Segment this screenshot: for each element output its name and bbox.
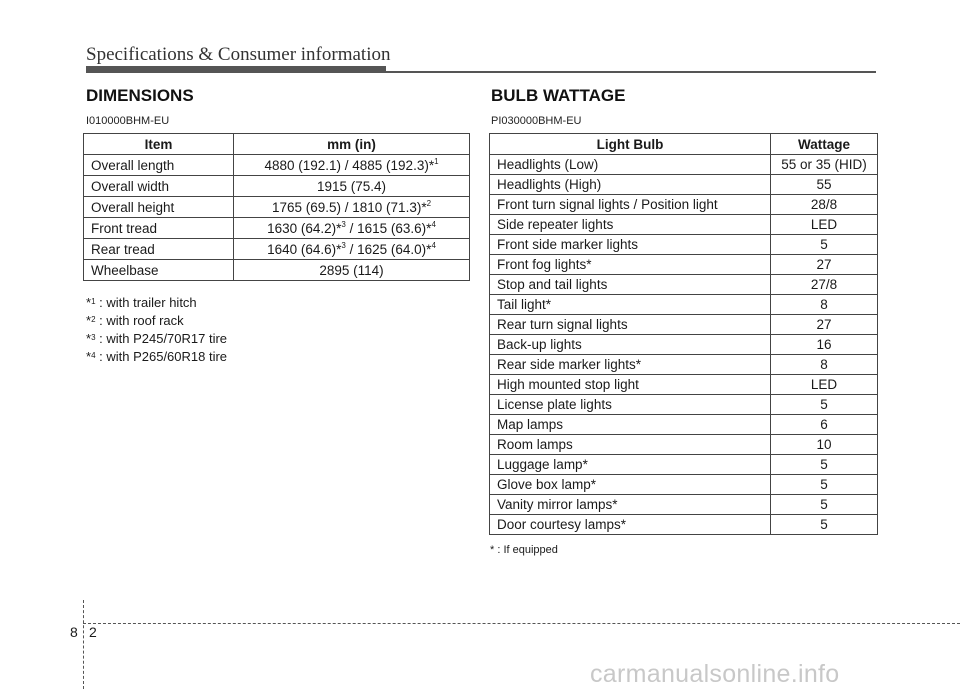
dim-value: 2895 (114) [234, 260, 470, 281]
note-text: : with trailer hitch [95, 295, 197, 310]
table-row [490, 495, 878, 515]
dim-sup: 4 [431, 219, 436, 229]
dim-value [234, 197, 470, 218]
footer-vertical-rule [83, 600, 84, 689]
bulb-name: Stop and tail lights [490, 275, 771, 295]
table-row [490, 195, 878, 215]
table-row [490, 355, 878, 375]
bulb-wattage: 8 [771, 355, 878, 375]
bulb-name: Back-up lights [490, 335, 771, 355]
dimensions-code: I010000BHM-EU [86, 115, 170, 127]
bulb-name: Front fog lights* [490, 255, 771, 275]
bulb-name: Glove box lamp* [490, 475, 771, 495]
table-row [490, 155, 878, 175]
if-equipped-note: * : If equipped [490, 544, 558, 556]
table-row [84, 239, 470, 260]
table-header-row [84, 134, 470, 155]
col-bulb-header: Light Bulb [490, 134, 771, 155]
table-row [84, 260, 470, 281]
table-row [490, 395, 878, 415]
bulb-wattage: 5 [771, 235, 878, 255]
dimensions-table [83, 133, 470, 281]
page-number: 2 [89, 624, 97, 640]
note-mark: * [86, 313, 92, 328]
bulb-wattage: LED [771, 215, 878, 235]
dimensions-notes [86, 294, 227, 366]
bulb-name: Rear side marker lights* [490, 355, 771, 375]
dimensions-title: DIMENSIONS [86, 86, 194, 105]
bulb-table [489, 133, 878, 535]
table-row [84, 155, 470, 176]
note-item [86, 294, 227, 312]
note-text: : with P265/60R18 tire [95, 349, 228, 364]
bulb-name: Headlights (High) [490, 175, 771, 195]
table-row [490, 435, 878, 455]
bulb-name: Tail light* [490, 295, 771, 315]
table-row [490, 475, 878, 495]
bulb-wattage: 27 [771, 315, 878, 335]
dim-item: Overall height [84, 197, 234, 218]
bulb-wattage: 6 [771, 415, 878, 435]
dim-sup: 4 [431, 240, 436, 250]
note-sup: 4 [91, 351, 96, 360]
dim-value-text: 1630 (64.2)* [267, 220, 342, 236]
bulb-name: Vanity mirror lamps* [490, 495, 771, 515]
note-text: : with P245/70R17 tire [95, 331, 228, 346]
note-item [86, 330, 227, 348]
note-text: : with roof rack [95, 313, 184, 328]
table-row [490, 315, 878, 335]
bulb-wattage: 5 [771, 475, 878, 495]
table-row [84, 218, 470, 239]
note-sup: 3 [91, 333, 96, 342]
dim-item: Wheelbase [84, 260, 234, 281]
bulb-wattage: 27 [771, 255, 878, 275]
bulb-name: Rear turn signal lights [490, 315, 771, 335]
dim-sup: 2 [426, 198, 432, 208]
table-row [490, 235, 878, 255]
header-rule [386, 71, 876, 73]
dim-value-text: / 1615 (63.6)* [345, 220, 432, 236]
bulb-wattage: 55 [771, 175, 878, 195]
bulb-wattage: 5 [771, 455, 878, 475]
table-row [84, 197, 470, 218]
dim-item: Front tread [84, 218, 234, 239]
note-sup: 1 [91, 297, 96, 306]
header-bar [86, 66, 386, 73]
bulb-wattage: 16 [771, 335, 878, 355]
bulb-wattage: LED [771, 375, 878, 395]
note-item [86, 348, 227, 366]
dim-item: Overall width [84, 176, 234, 197]
table-row [490, 455, 878, 475]
table-row [490, 415, 878, 435]
dim-item: Overall length [84, 155, 234, 176]
bulb-name: Front side marker lights [490, 235, 771, 255]
table-row [490, 175, 878, 195]
bulb-name: Front turn signal lights / Position light [490, 195, 771, 215]
dim-value [234, 239, 470, 260]
note-mark: * [86, 349, 92, 364]
dim-sup: 3 [341, 219, 346, 229]
dim-value: 1915 (75.4) [234, 176, 470, 197]
bulb-wattage: 8 [771, 295, 878, 315]
bulb-name: License plate lights [490, 395, 771, 415]
dim-value-text: 4880 (192.1) / 4885 (192.3)* [264, 157, 435, 173]
page-header-title: Specifications & Consumer information [86, 44, 391, 65]
dim-sup: 3 [341, 240, 346, 250]
page-number-section: 8 [70, 624, 78, 640]
bulb-name: Luggage lamp* [490, 455, 771, 475]
table-row [490, 375, 878, 395]
footer-rule [83, 623, 960, 624]
table-row [490, 295, 878, 315]
note-item [86, 312, 227, 330]
table-row [490, 215, 878, 235]
bulb-wattage: 28/8 [771, 195, 878, 215]
bulb-wattage: 5 [771, 495, 878, 515]
bulb-wattage: 27/8 [771, 275, 878, 295]
col-watt-header: Wattage [771, 134, 878, 155]
table-row [490, 275, 878, 295]
bulb-name: Door courtesy lamps* [490, 515, 771, 535]
dim-value-text: / 1625 (64.0)* [345, 241, 432, 257]
bulb-name: Map lamps [490, 415, 771, 435]
dim-sup: 1 [434, 156, 439, 166]
dim-value [234, 218, 470, 239]
dim-value-text: 1640 (64.6)* [267, 241, 342, 257]
bulb-wattage: 5 [771, 395, 878, 415]
dim-value [234, 155, 470, 176]
bulb-name: Room lamps [490, 435, 771, 455]
bulb-title: BULB WATTAGE [491, 86, 626, 105]
bulb-code: PI030000BHM-EU [491, 115, 582, 127]
dim-item: Rear tread [84, 239, 234, 260]
table-row [490, 515, 878, 535]
table-row [84, 176, 470, 197]
bulb-wattage: 10 [771, 435, 878, 455]
note-mark: * [86, 331, 92, 346]
bulb-wattage: 55 or 35 (HID) [771, 155, 878, 175]
bulb-name: High mounted stop light [490, 375, 771, 395]
bulb-name: Headlights (Low) [490, 155, 771, 175]
col-value-header: mm (in) [234, 134, 470, 155]
bulb-wattage: 5 [771, 515, 878, 535]
note-sup: 2 [91, 315, 96, 324]
col-item-header: Item [84, 134, 234, 155]
table-row [490, 255, 878, 275]
dim-value-text: 1765 (69.5) / 1810 (71.3)* [271, 199, 427, 215]
table-row [490, 335, 878, 355]
table-header-row [490, 134, 878, 155]
note-mark: * [86, 295, 92, 310]
watermark: carmanualsonline.info [590, 660, 840, 688]
bulb-name: Side repeater lights [490, 215, 771, 235]
